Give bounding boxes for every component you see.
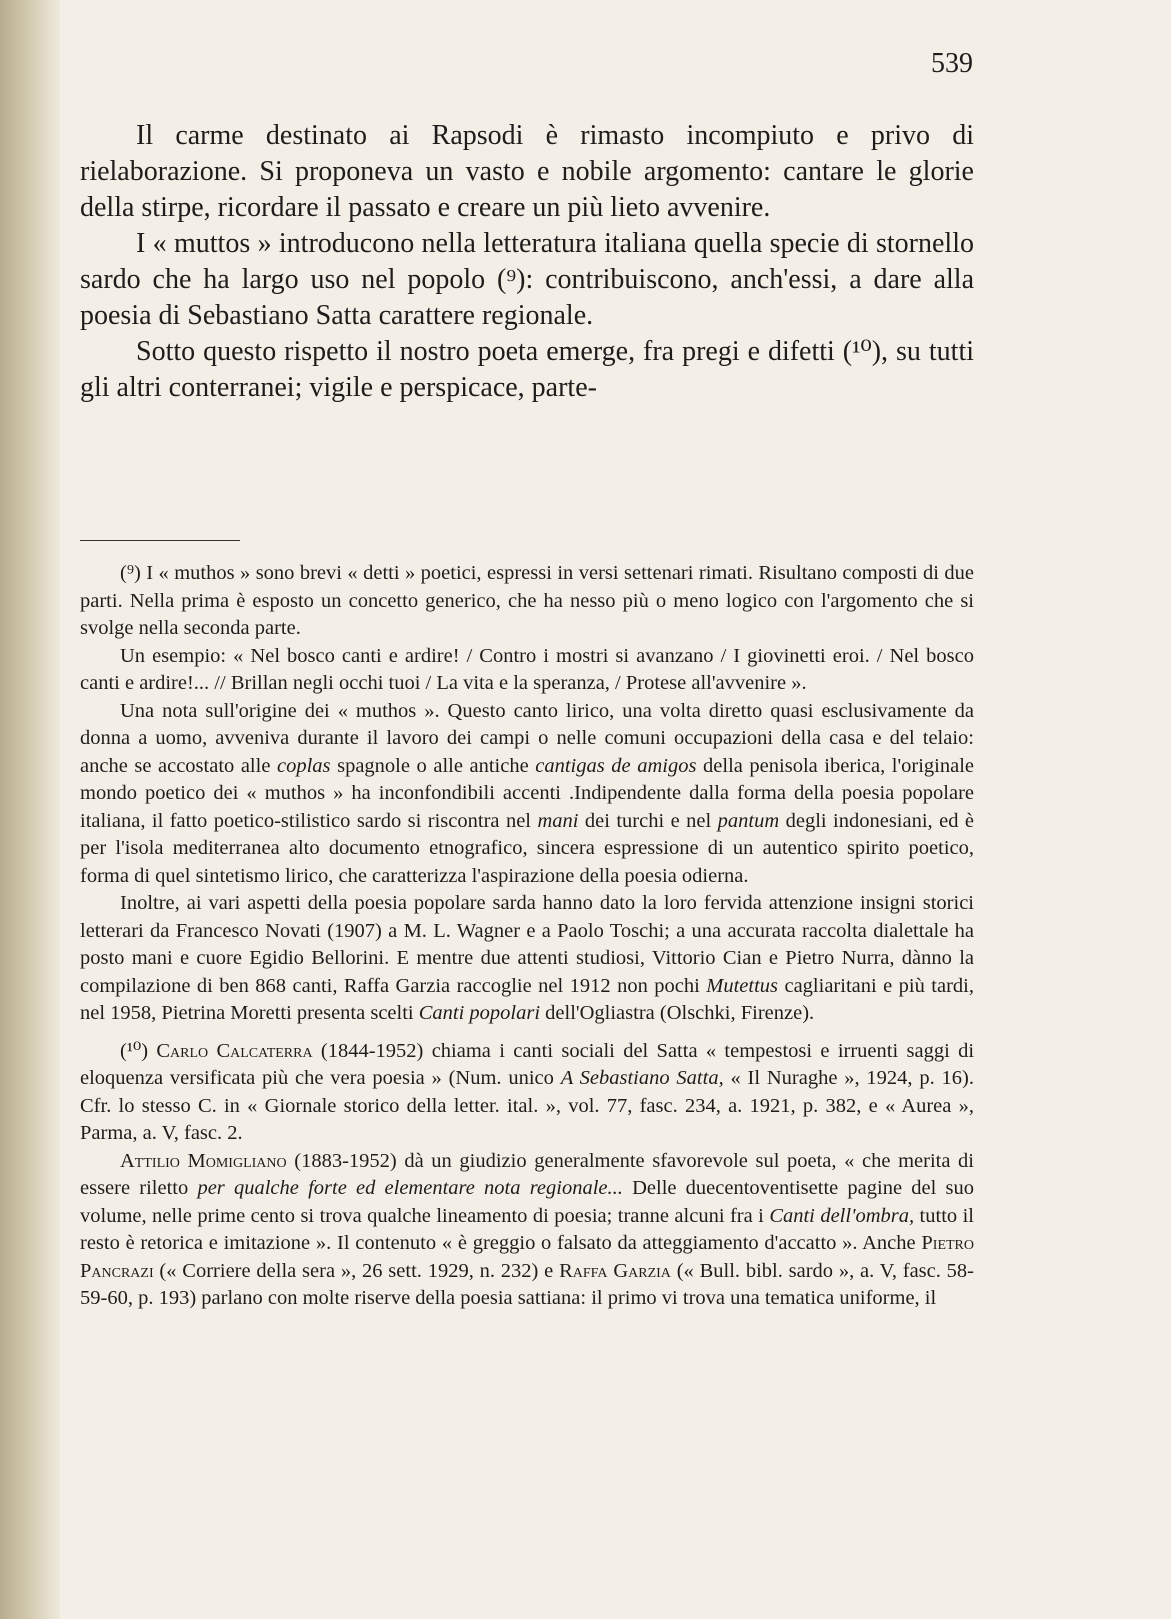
italic-term: Mutettus (706, 974, 779, 997)
text-run: Inoltre, ai vari aspetti della poesia popolare sarda hanno dato la loro fervida attenzione insigni storici letterari da Francesco Novati (1907) a M. L. Wagner e a Paolo Toschi; a una accurata raccolta dialettale ha posto mani e cuore Egidio Bellorini. E mentre due attenti studiosi, Vittorio Cian e Pietro Nurra, dànno la compilazione di ben 868 canti, Raffa Garzia raccoglie nel 1912 non pochi (80, 892, 974, 997)
italic-quote: per qualche forte ed elementare nota regionale... (197, 1177, 623, 1199)
text-run: (« Bull. bibl. sardo », a. V, fasc. 58-59-60, p. 193) parlano con molte riserve della poesia sattiana: il primo vi trova una tematica uniforme, il (80, 1259, 975, 1309)
text-run: della penisola iberica, l'originale mondo poetico dei « muthos » ha inconfondibili accenti .Indipendente dalla forma della poesia popolare italiana, il fatto poetico-stilistico sardo si riscontra nel (80, 754, 975, 832)
text-run: Una nota sull'origine dei « muthos ». Questo canto lirico, una volta diretto quasi esclusivamente da donna a uomo, avveniva durante il lavoro dei campi o nelle comuni occupazioni della casa e del telaio: anche se accostato alle (80, 699, 974, 777)
text-run: cagliaritani e più tardi, nel 1958, Pietrina Moretti presenta scelti (80, 974, 975, 1024)
italic-title: Canti dell'ombra, (769, 1204, 915, 1227)
italic-term: cantigas de amigos (535, 754, 697, 777)
text-run: degli indonesiani, ed è per l'isola mediterranea alto documento etnografico, sincera espressione di un autentico spirito poetico, forma di quel sintetismo lirico, che caratterizza l'aspirazione della poesia odierna. (80, 809, 974, 887)
text-run: « Il Nuraghe », 1924, p. 16). Cfr. lo stesso C. in « Giornale storico della letter. ital. », vol. 77, fasc. 234, a. 1921, p. 382, e « Aurea », Parma, a. V, fasc. 2. (80, 1067, 974, 1144)
footnote-paragraph (80, 890, 974, 1028)
footnote-10 (80, 1038, 974, 1148)
footnote-9 (80, 560, 974, 643)
footnote-marker: (¹⁰) (120, 1039, 149, 1062)
footnote-text: I « muthos » sono brevi « detti » poetici, espressi in versi settenari rimati. Risultano composti di due parti. Nella prima è esposto un concetto generico, che ha nesso più o meno logico con l'argomento che si svolge nella seconda parte. (80, 562, 974, 639)
page-number: 539 (931, 48, 973, 79)
paragraph: Sotto questo rispetto il nostro poeta emerge, fra pregi e difetti (¹⁰), su tutti gli altri conterranei; vigile e perspicace, parte- (80, 336, 974, 403)
text-run: tutto il resto è retorica e imitazione ». Il contenuto « è greggio o falsato da atteggiamento d'accatto ». Anche (80, 1204, 974, 1254)
text-run: Delle duecentoventisette pagine del suo volume, nelle prime cento si trova qualche lineamento di poesia; tranne alcuni fra i (80, 1177, 975, 1227)
footnotes (80, 560, 974, 1313)
text-run: dell'Ogliastra (Olschki, Firenze). (540, 1002, 815, 1024)
footnote-marker: (⁹) (120, 562, 141, 584)
book-binding-edge (0, 0, 60, 1619)
italic-term: Canti popolari (418, 1002, 541, 1024)
italic-term: pantum (717, 809, 780, 832)
text-run: (« Corriere della sera », 26 sett. 1929, n. 232) e (153, 1259, 560, 1282)
text-run: (1844-1952) chiama i canti sociali del Satta « tempestosi e irruenti saggi di eloquenza versificata più che vera poesia » (Num. unico (80, 1039, 975, 1089)
footnote-paragraph: Un esempio: « Nel bosco canti e ardire! / Contro i mostri si avanzano / I giovinetti eroi. / Nel bosco canti e ardire!... // Brillan negli occhi tuoi / La vita e la speranza, / Protese all'avvenire ». (80, 644, 974, 694)
text-run: dei turchi e nel (578, 809, 718, 832)
text-run: (1883-1952) dà un giudizio generalmente sfavorevole sul poeta, « che merita di essere riletto (80, 1149, 975, 1199)
italic-term: coplas (277, 754, 331, 777)
author-name: Raffa Garzia (559, 1259, 671, 1282)
text-run: spagnole o alle antiche (330, 754, 536, 777)
author-name: Carlo Calcaterra (156, 1039, 313, 1062)
italic-term: mani (537, 809, 579, 832)
author-name: Pietro Pancrazi (80, 1232, 974, 1282)
footnote-paragraph (80, 1148, 974, 1313)
paragraph: Il carme destinato ai Rapsodi è rimasto incompiuto e privo di rielaborazione. Si proponeva un vasto e nobile argomento: cantare le glorie della stirpe, ricordare il passato e creare un più lieto avvenire. (80, 120, 974, 223)
footnote-paragraph (80, 698, 974, 891)
footnote-separator (80, 540, 240, 541)
author-name: Attilio Momigliano (120, 1149, 287, 1172)
paragraph: I « muttos » introducono nella letteratura italiana quella specie di stornello sardo che ha largo uso nel popolo (⁹): contribuiscono, anch'essi, a dare alla poesia di Sebastiano Satta carattere regionale. (80, 228, 974, 331)
main-text (80, 118, 974, 406)
italic-title: A Sebastiano Satta, (560, 1067, 724, 1089)
